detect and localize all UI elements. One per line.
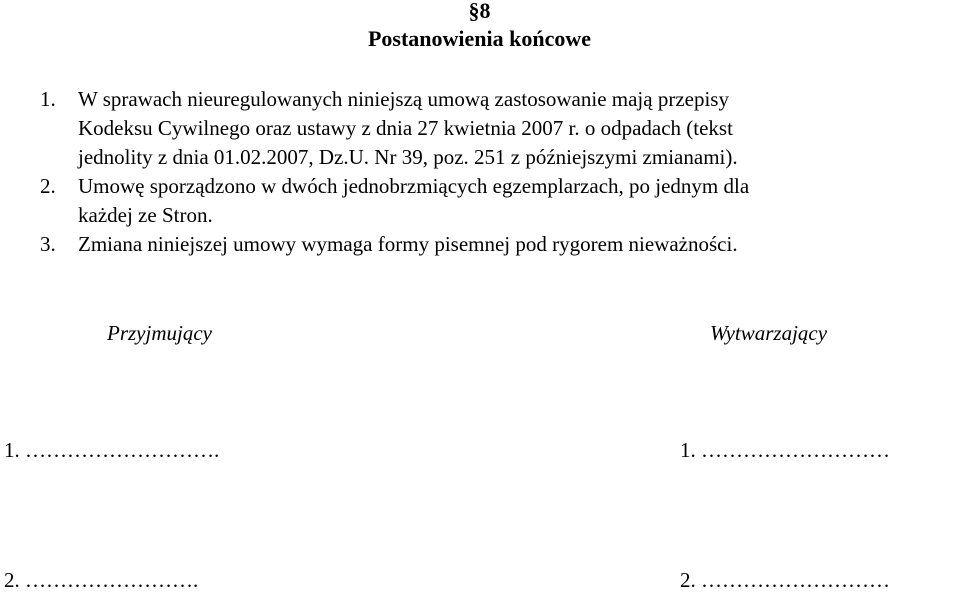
item-number: 2.: [40, 174, 56, 198]
item-text-line: Zmiana niniejszej umowy wymaga formy pisemnej pod rygorem nieważności.: [78, 232, 738, 256]
item-text-line: każdej ze Stron.: [78, 203, 213, 227]
item-text-line: Kodeksu Cywilnego oraz ustawy z dnia 27 kwietnia 2007 r. o odpadach (tekst: [78, 116, 733, 140]
signature-line-left-1: 1. ……………………….: [4, 438, 220, 462]
signature-line-left-2: 2. …………………….: [4, 568, 199, 592]
signature-label-right: Wytwarzający: [710, 321, 828, 345]
section-title: Postanowienia końcowe: [367, 26, 592, 51]
item-text-line: Umowę sporządzono w dwóch jednobrzmiących egzemplarzach, po jednym dla: [78, 174, 750, 198]
signature-line-right-1: 1. ………………………: [680, 438, 890, 462]
item-number: 1.: [40, 87, 56, 111]
item-text-line: W sprawach nieuregulowanych niniejszą umową zastosowanie mają przepisy: [78, 87, 729, 111]
signature-line-right-2: 2. ………………………: [680, 568, 890, 592]
item-text-line: jednolity z dnia 01.02.2007, Dz.U. Nr 39, poz. 251 z późniejszymi zmianami).: [78, 145, 738, 169]
signature-label-left: Przyjmujący: [107, 321, 212, 345]
item-number: 3.: [40, 232, 56, 256]
section-number: §8: [468, 0, 491, 23]
